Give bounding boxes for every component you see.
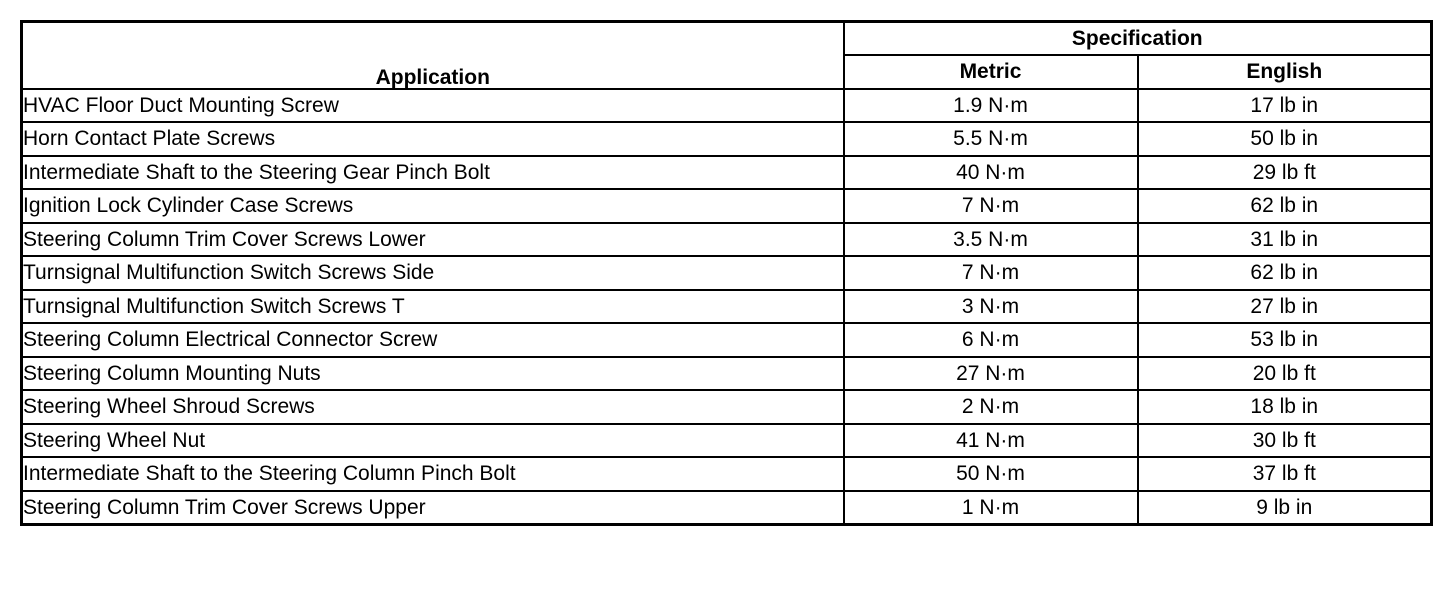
english-value-cell: 37 lb ft [1138, 457, 1432, 491]
table-row [22, 223, 1432, 257]
metric-value-cell: 41 N·m [844, 424, 1138, 458]
metric-value-cell: 7 N·m [844, 189, 1138, 223]
metric-value-cell: 7 N·m [844, 256, 1138, 290]
metric-value-cell: 2 N·m [844, 390, 1138, 424]
table-row [22, 256, 1432, 290]
application-header: Application [22, 22, 844, 89]
table-row [22, 290, 1432, 324]
table-row [22, 457, 1432, 491]
english-value-cell: 29 lb ft [1138, 156, 1432, 190]
english-value-cell: 62 lb in [1138, 256, 1432, 290]
application-cell: Intermediate Shaft to the Steering Gear Pinch Bolt [22, 156, 844, 190]
english-value-cell: 31 lb in [1138, 223, 1432, 257]
english-value-cell: 30 lb ft [1138, 424, 1432, 458]
english-value-cell: 17 lb in [1138, 89, 1432, 123]
english-value-cell: 53 lb in [1138, 323, 1432, 357]
specification-table [20, 20, 1433, 526]
table-row [22, 156, 1432, 190]
english-value-cell: 50 lb in [1138, 122, 1432, 156]
metric-value-cell: 5.5 N·m [844, 122, 1138, 156]
application-cell: Steering Column Trim Cover Screws Lower [22, 223, 844, 257]
metric-value-cell: 27 N·m [844, 357, 1138, 391]
table-row [22, 357, 1432, 391]
table-row [22, 323, 1432, 357]
english-value-cell: 20 lb ft [1138, 357, 1432, 391]
table-row [22, 390, 1432, 424]
header-row-top [22, 22, 1432, 56]
metric-value-cell: 6 N·m [844, 323, 1138, 357]
table-row [22, 89, 1432, 123]
table-body [22, 89, 1432, 525]
application-cell: Turnsignal Multifunction Switch Screws T [22, 290, 844, 324]
specification-header: Specification [844, 22, 1432, 56]
table-row [22, 189, 1432, 223]
application-cell: Steering Column Electrical Connector Screw [22, 323, 844, 357]
table-row [22, 424, 1432, 458]
english-value-cell: 62 lb in [1138, 189, 1432, 223]
application-cell: Intermediate Shaft to the Steering Column Pinch Bolt [22, 457, 844, 491]
application-cell: Steering Column Trim Cover Screws Upper [22, 491, 844, 525]
application-cell: HVAC Floor Duct Mounting Screw [22, 89, 844, 123]
application-cell: Steering Column Mounting Nuts [22, 357, 844, 391]
metric-value-cell: 50 N·m [844, 457, 1138, 491]
metric-value-cell: 3.5 N·m [844, 223, 1138, 257]
table-row [22, 122, 1432, 156]
metric-header: Metric [844, 55, 1138, 89]
english-value-cell: 18 lb in [1138, 390, 1432, 424]
english-value-cell: 27 lb in [1138, 290, 1432, 324]
metric-value-cell: 40 N·m [844, 156, 1138, 190]
application-cell: Horn Contact Plate Screws [22, 122, 844, 156]
application-cell: Steering Wheel Nut [22, 424, 844, 458]
application-cell: Ignition Lock Cylinder Case Screws [22, 189, 844, 223]
metric-value-cell: 1 N·m [844, 491, 1138, 525]
table-row [22, 491, 1432, 525]
application-cell: Turnsignal Multifunction Switch Screws Side [22, 256, 844, 290]
metric-value-cell: 3 N·m [844, 290, 1138, 324]
application-cell: Steering Wheel Shroud Screws [22, 390, 844, 424]
english-value-cell: 9 lb in [1138, 491, 1432, 525]
english-header: English [1138, 55, 1432, 89]
metric-value-cell: 1.9 N·m [844, 89, 1138, 123]
